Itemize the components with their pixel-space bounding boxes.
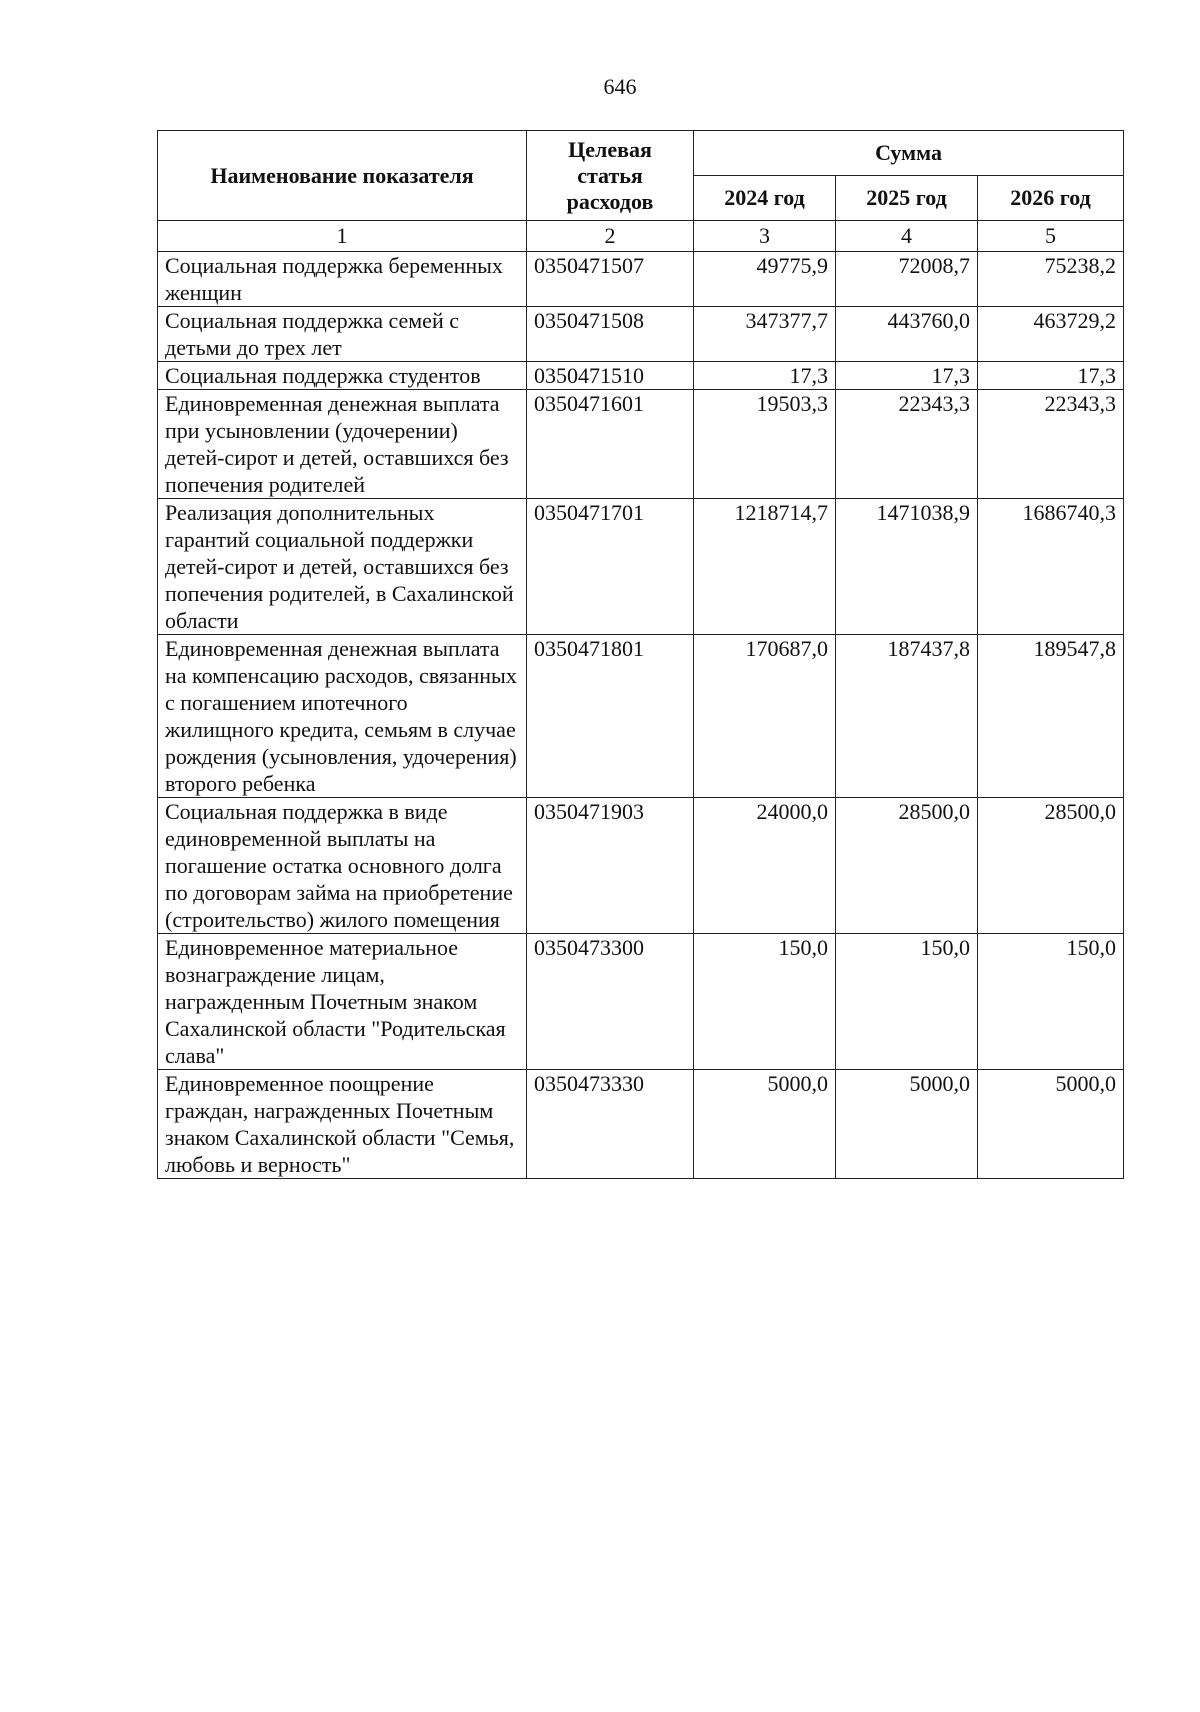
row-value-2026: 28500,0 [978,798,1124,934]
table-row [158,499,1124,635]
row-value-2026: 150,0 [978,934,1124,1070]
row-value-2024: 24000,0 [694,798,836,934]
row-value-2024: 17,3 [694,362,836,390]
column-number: 4 [836,221,978,252]
row-value-2026: 17,3 [978,362,1124,390]
row-value-2024: 5000,0 [694,1070,836,1179]
row-value-2024: 1218714,7 [694,499,836,635]
header-year-2024: 2024 год [694,176,836,221]
row-code-cell: 0350471508 [527,307,694,362]
row-name-cell: Социальная поддержка беременных женщин [158,252,527,307]
row-code-cell: 0350471510 [527,362,694,390]
row-value-2025: 28500,0 [836,798,978,934]
row-value-2025: 443760,0 [836,307,978,362]
table-body [158,221,1124,1179]
header-sum: Сумма [694,131,1124,176]
row-name-cell: Социальная поддержка в виде единовременной выплаты на погашение остатка основного долга по договорам займа на приобретение (строительство) жилого помещения [158,798,527,934]
row-code-cell: 0350473330 [527,1070,694,1179]
header-year-2025: 2025 год [836,176,978,221]
row-code-cell: 0350471601 [527,390,694,499]
row-value-2024: 170687,0 [694,635,836,798]
row-value-2025: 22343,3 [836,390,978,499]
row-value-2026: 1686740,3 [978,499,1124,635]
row-code-cell: 0350471507 [527,252,694,307]
row-value-2026: 75238,2 [978,252,1124,307]
row-value-2024: 150,0 [694,934,836,1070]
table-row [158,798,1124,934]
table-row [158,1070,1124,1179]
row-value-2026: 463729,2 [978,307,1124,362]
header-name: Наименование показателя [158,131,527,221]
row-value-2026: 189547,8 [978,635,1124,798]
row-value-2025: 72008,7 [836,252,978,307]
row-value-2024: 49775,9 [694,252,836,307]
column-number: 3 [694,221,836,252]
page-number: 646 [603,74,637,99]
row-name-cell: Единовременная денежная выплата на компенсацию расходов, связанных с погашением ипотечного жилищного кредита, семьям в случае рождения (усыновления, удочерения) второго ребенка [158,635,527,798]
row-name-cell: Социальная поддержка студентов [158,362,527,390]
column-number: 1 [158,221,527,252]
row-code-cell: 0350473300 [527,934,694,1070]
row-name-cell: Единовременная денежная выплата при усыновлении (удочерении) детей-сирот и детей, оставшихся без попечения родителей [158,390,527,499]
row-name-cell: Социальная поддержка семей с детьми до трех лет [158,307,527,362]
table-row [158,307,1124,362]
row-code-cell: 0350471701 [527,499,694,635]
row-value-2026: 5000,0 [978,1070,1124,1179]
row-value-2025: 17,3 [836,362,978,390]
table-row [158,390,1124,499]
column-number: 5 [978,221,1124,252]
table-row [158,934,1124,1070]
table-row [158,635,1124,798]
row-value-2025: 5000,0 [836,1070,978,1179]
row-name-cell: Единовременное поощрение граждан, награжденных Почетным знаком Сахалинской области "Семья, любовь и верность" [158,1070,527,1179]
column-numbers-row [158,221,1124,252]
table-row [158,252,1124,307]
row-value-2024: 347377,7 [694,307,836,362]
row-code-cell: 0350471801 [527,635,694,798]
row-name-cell: Реализация дополнительных гарантий социальной поддержки детей-сирот и детей, оставшихся без попечения родителей, в Сахалинской области [158,499,527,635]
row-value-2025: 187437,8 [836,635,978,798]
row-value-2025: 1471038,9 [836,499,978,635]
header-code: Целевая статья расходов [527,131,694,221]
column-number: 2 [527,221,694,252]
table-row [158,362,1124,390]
row-name-cell: Единовременное материальное вознаграждение лицам, награжденным Почетным знаком Сахалинской области "Родительская слава" [158,934,527,1070]
row-code-cell: 0350471903 [527,798,694,934]
header-year-2026: 2026 год [978,176,1124,221]
row-value-2025: 150,0 [836,934,978,1070]
row-value-2024: 19503,3 [694,390,836,499]
budget-table [157,130,1124,1179]
row-value-2026: 22343,3 [978,390,1124,499]
